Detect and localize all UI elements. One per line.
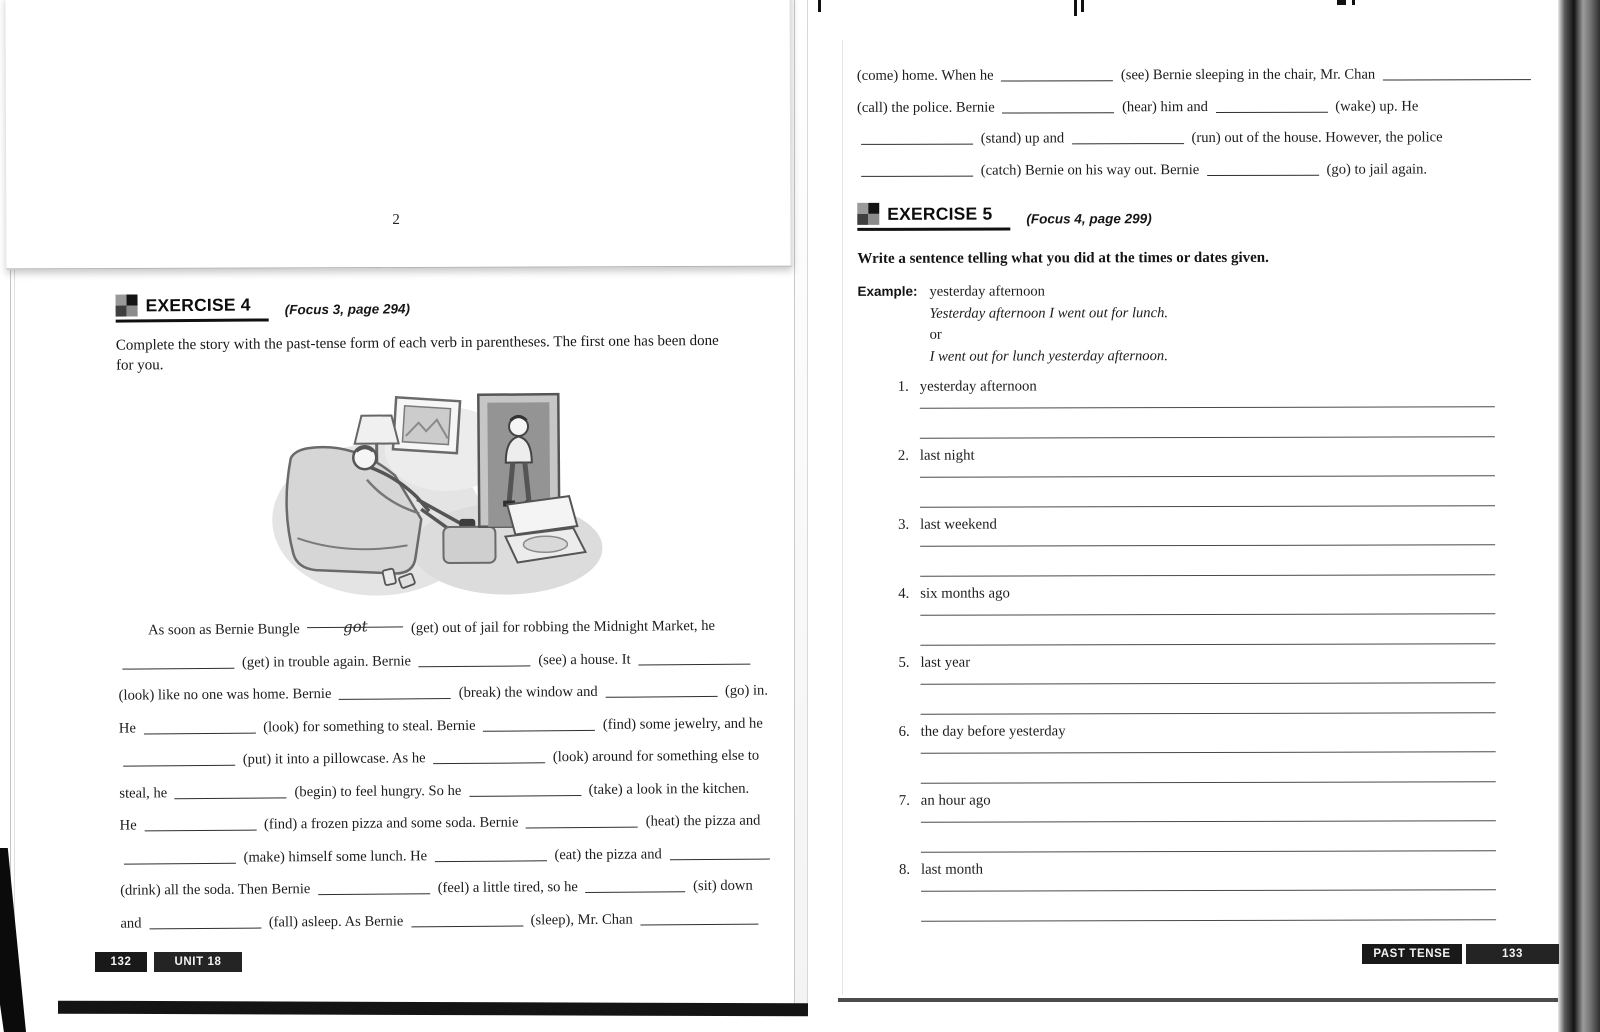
story-illustration [266, 384, 790, 605]
answer-blank[interactable] [143, 719, 255, 734]
answer-blank[interactable] [419, 652, 531, 667]
item-number: 8. [898, 861, 911, 878]
answer-blank[interactable] [1383, 66, 1531, 80]
prompt-item [898, 445, 1568, 508]
item-prompt: last year [920, 654, 971, 671]
story-line: He (look) for something to steal. Bernie (find) some jewelry, and he [118, 715, 763, 737]
answer-blank[interactable] [124, 849, 236, 864]
page-bottom-shadow [838, 998, 1558, 1002]
page-bottom-shadow [58, 1001, 808, 1017]
filled-answer-blank[interactable] [307, 613, 403, 637]
writing-line[interactable] [920, 544, 1495, 547]
story-line: (make) himself some lunch. He (eat) the pizza and [120, 837, 792, 875]
item-number: 4. [898, 585, 910, 602]
writing-line[interactable] [921, 820, 1496, 823]
example-sentence-1: Yesterday afternoon I went out for lunch. [929, 304, 1169, 322]
item-number: 7. [898, 792, 910, 809]
left-page-footer [95, 952, 242, 972]
story-line: and (fall) asleep. As Bernie (sleep), Mr. Chan [120, 902, 792, 940]
writing-line[interactable] [920, 475, 1495, 478]
answer-blank[interactable] [640, 910, 758, 925]
writing-line[interactable] [921, 919, 1496, 922]
page-gutter [794, 0, 808, 1012]
right-page [857, 59, 1569, 930]
answer-blank[interactable] [526, 814, 638, 829]
item-number: 2. [897, 447, 910, 464]
left-page [115, 289, 792, 939]
handwritten-answer: got [342, 617, 369, 637]
answer-blank[interactable] [175, 784, 287, 799]
answer-blank[interactable] [638, 650, 750, 665]
prompt-item [899, 859, 1569, 922]
prompt-item [898, 376, 1568, 439]
item-number: 5. [898, 654, 910, 671]
writing-line[interactable] [920, 574, 1495, 577]
scan-tick-mark [1337, 0, 1346, 5]
exercise-5-header [857, 201, 1567, 231]
scan-tick-mark [1074, 0, 1077, 16]
writing-line[interactable] [920, 436, 1495, 439]
answer-blank[interactable] [469, 782, 581, 797]
item-label [899, 721, 1569, 741]
answer-blank[interactable] [1002, 99, 1114, 113]
exercise-checker-icon [857, 203, 879, 225]
example-block [857, 280, 1567, 368]
story-line: (stand) up and (run) out of the house. However, the police [857, 122, 1567, 155]
answer-blank[interactable] [435, 847, 547, 862]
item-number: 3. [898, 516, 910, 533]
item-prompt: last weekend [920, 516, 997, 533]
prompt-item [898, 583, 1568, 646]
answer-blank[interactable] [669, 845, 769, 860]
item-number: 1. [897, 378, 909, 395]
section-badge: PAST TENSE [1362, 944, 1462, 964]
writing-line[interactable] [921, 889, 1496, 892]
answer-blank[interactable] [339, 685, 451, 700]
answer-blank[interactable] [122, 654, 234, 669]
story-line: (come) home. When he (see) Bernie sleeping in the chair, Mr. Chan [857, 59, 1567, 92]
answer-blank[interactable] [483, 716, 595, 731]
writing-line[interactable] [920, 406, 1495, 409]
writing-line[interactable] [921, 781, 1496, 784]
example-or: or [929, 326, 942, 343]
writing-line[interactable] [921, 751, 1496, 754]
item-label [899, 790, 1569, 810]
story-line: (get) in trouble again. Bernie (see) a house. It [118, 642, 790, 680]
page-number-badge: 132 [95, 952, 147, 972]
answer-blank[interactable] [605, 683, 717, 698]
right-page-edge [842, 40, 843, 995]
unit-badge: UNIT 18 [154, 952, 242, 972]
exercise-4-title: EXERCISE 4 [145, 294, 251, 315]
answer-blank[interactable] [433, 749, 545, 764]
prompt-item [899, 721, 1569, 784]
prompt-item [898, 514, 1568, 577]
answer-blank[interactable] [123, 752, 235, 767]
item-number: 6. [898, 723, 910, 740]
writing-line[interactable] [920, 505, 1495, 508]
exercise-5-instructions: Write a sentence telling what you did at the times or dates given. [857, 249, 1269, 267]
answer-blank[interactable] [1072, 130, 1184, 144]
exercise-4-header [115, 289, 787, 322]
exercise-checker-icon [115, 294, 137, 316]
exercise-4-focus-ref: (Focus 3, page 294) [284, 301, 411, 318]
story-line: (catch) Bernie on his way out. Bernie (go) to jail again. [857, 154, 1567, 187]
writing-line[interactable] [920, 682, 1495, 685]
exercise-4-instructions: Complete the story with the past-tense form of each verb in parentheses. The first one has been done for you. [115, 332, 719, 374]
story-continuation [857, 59, 1567, 187]
scan-tick-mark [1081, 0, 1084, 12]
example-label: Example: [857, 283, 918, 299]
story-line: He (find) a frozen pizza and some soda. Bernie (heat) the pizza and [119, 812, 761, 834]
example-body [929, 281, 1168, 368]
exercise-5-item-list [858, 376, 1569, 922]
item-label [898, 652, 1568, 672]
wall-picture [393, 397, 460, 453]
answer-blank[interactable] [1001, 67, 1113, 81]
writing-line[interactable] [920, 643, 1495, 646]
previous-page-number: 2 [392, 211, 400, 229]
item-label [898, 583, 1568, 603]
exercise-4-title-block [115, 293, 268, 322]
exercise-5-title-block [857, 203, 1010, 231]
writing-line[interactable] [920, 613, 1495, 616]
item-prompt: last month [920, 861, 984, 878]
answer-blank[interactable] [149, 914, 261, 929]
page-number-badge: 133 [1466, 944, 1559, 964]
item-prompt: yesterday afternoon [919, 378, 1037, 395]
item-label [898, 376, 1568, 396]
item-label [898, 445, 1568, 465]
answer-blank[interactable] [861, 162, 973, 176]
item-prompt: an hour ago [920, 792, 991, 809]
scan-tick-mark [1352, 0, 1355, 5]
example-prompt: yesterday afternoon [929, 283, 1045, 300]
story-line: As soon as Bernie Bungle got (get) out of jail for robbing the Midnight Market, he [118, 609, 790, 647]
writing-line[interactable] [921, 850, 1496, 853]
previous-page-sheet [6, 0, 793, 269]
example-sentence-2: I went out for lunch yesterday afternoon. [929, 347, 1168, 365]
story-line: steal, he (begin) to feel hungry. So he (take) a look in the kitchen. [119, 780, 750, 802]
prompt-item [899, 790, 1569, 853]
answer-blank[interactable] [1207, 161, 1319, 175]
story-line: (look) like no one was home. Bernie (break) the window and (go) in. [118, 682, 769, 704]
answer-blank[interactable] [144, 817, 256, 832]
item-prompt: the day before yesterday [920, 723, 1066, 740]
pizza-box [505, 496, 586, 563]
answer-blank[interactable] [1216, 98, 1328, 112]
answer-blank[interactable] [861, 131, 973, 145]
item-prompt: last night [919, 447, 975, 464]
exercise-5-title: EXERCISE 5 [887, 203, 993, 224]
exercise-5-focus-ref: (Focus 4, page 299) [1026, 211, 1152, 227]
scan-tick-mark [818, 0, 821, 12]
prompt-item [898, 652, 1568, 715]
answer-blank[interactable] [411, 912, 523, 927]
item-label [899, 859, 1569, 879]
right-page-footer [1362, 944, 1559, 964]
story-line: (call) the police. Bernie (hear) him and (wake) up. He [856, 97, 1419, 116]
answer-blank[interactable] [585, 878, 685, 893]
item-prompt: six months ago [920, 585, 1010, 602]
story-line: (put) it into a pillowcase. As he (look) around for something else to [119, 739, 791, 777]
story-illustration-svg [266, 386, 608, 601]
item-label [898, 514, 1568, 534]
answer-blank[interactable] [318, 880, 430, 895]
story-line: (drink) all the soda. Then Bernie (feel) a little tired, so he (sit) down [120, 877, 753, 899]
story-text [118, 609, 793, 939]
writing-line[interactable] [921, 712, 1496, 715]
